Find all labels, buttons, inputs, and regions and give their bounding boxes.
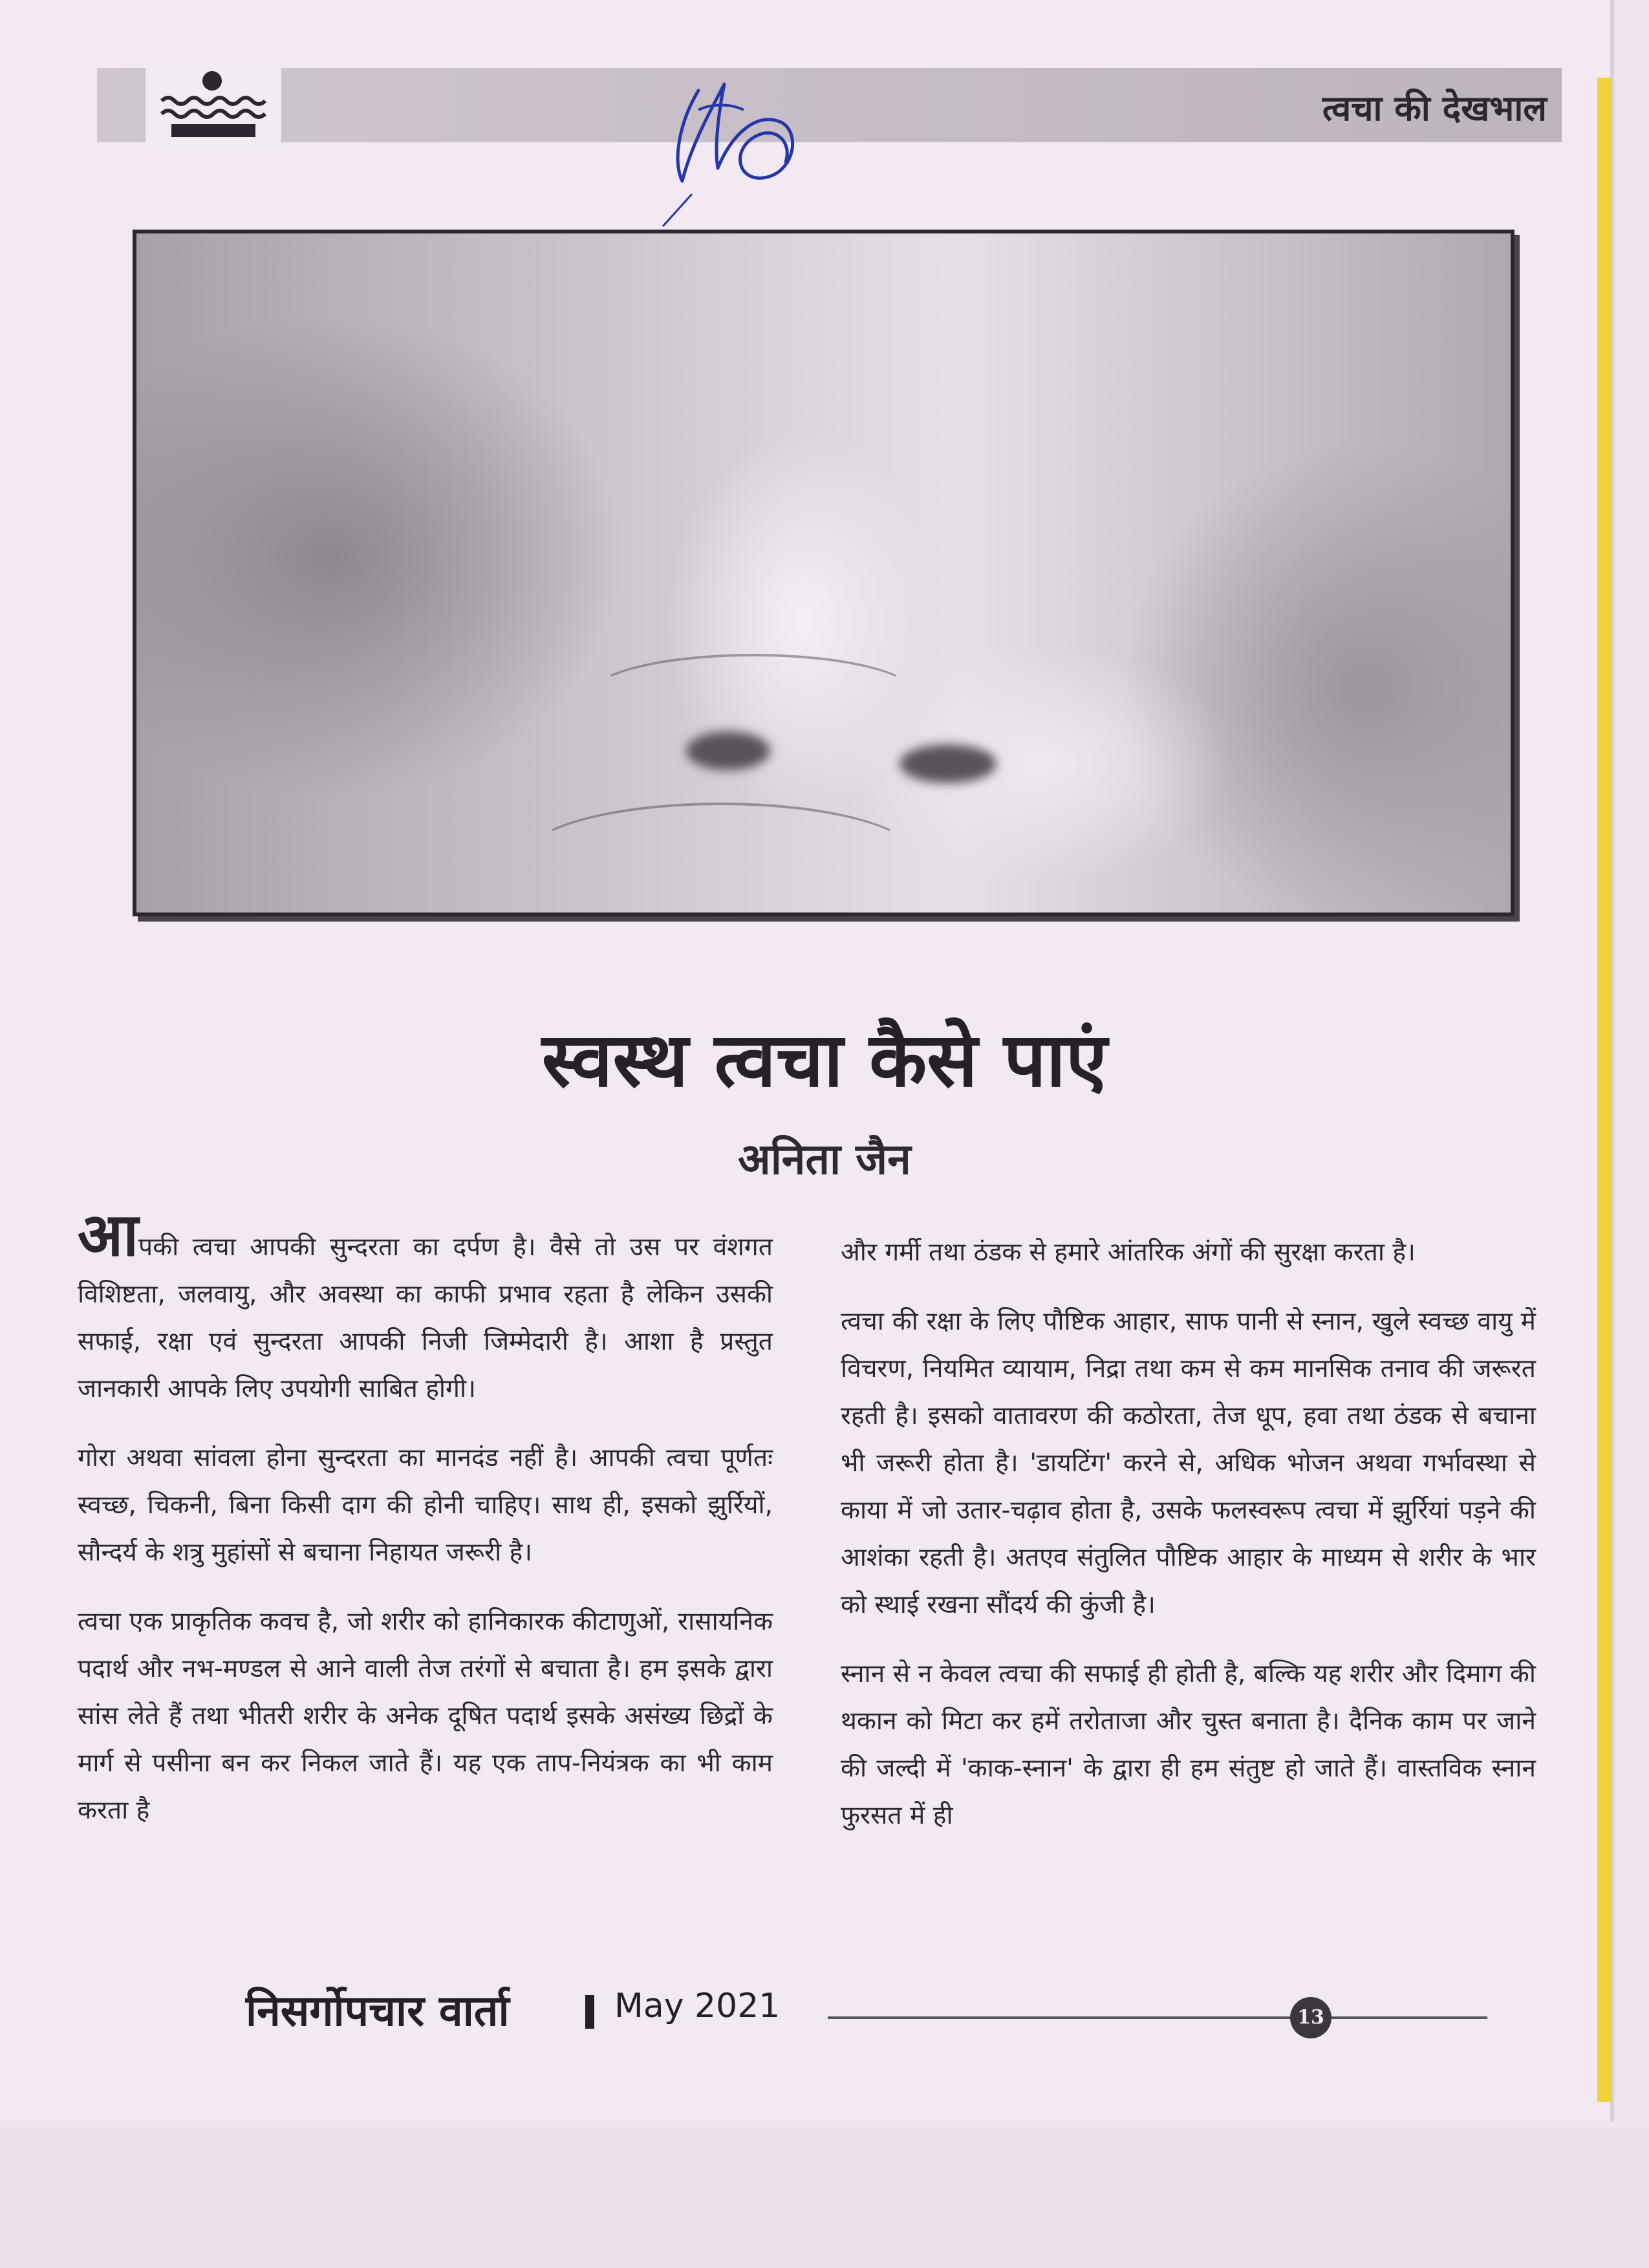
paragraph: गोरा अथवा सांवला होना सुन्दरता का मानदंड नहीं है। आपकी त्वचा पूर्णतः स्वच्छ, चिकनी, बिना किसी दाग की होनी चाहिए। साथ ही, इसको झुर्रियों, सौन्दर्य के शत्रु मुहांसों से बचाना निहायत जरूरी है।	[78, 1443, 773, 1567]
magazine-logo	[146, 65, 281, 146]
paragraph: त्वचा एक प्राकृतिक कवच है, जो शरीर को हानिकारक कीटाणुओं, रासायनिक पदार्थ और नभ-मण्डल से आने वाली तेज तरंगों से बचाता है। हम इसके द्वारा सांस लेते हैं तथा भीतरी शरीर के अनेक दूषित पदार्थ इसके असंख्य छिद्रों के मार्ग से पसीना बन कर निकल जाते हैं। यह एक ताप-नियंत्रक का भी काम करता है	[78, 1607, 773, 1825]
skin-crease	[589, 654, 918, 737]
article-title: स्वस्थ त्वचा कैसे पाएं	[541, 1017, 1108, 1104]
sun-icon	[202, 71, 222, 91]
paragraph: त्वचा की रक्षा के लिए पौष्टिक आहार, साफ पानी से स्नान, खुले स्वच्छ वायु में विचरण, नियमित व्यायाम, निद्रा तथा कम से कम मानसिक तनाव की जरूरत रहती है। इसको वातावरण की कठोरता, तेज धूप, हवा तथा ठंडक से बचाना भी जरूरी होता है। 'डायटिंग' करने से, अधिक भोजन अथवा गर्भावस्था से काया में जो उतार-चढ़ाव होता है, उसके फलस्वरूप त्वचा में झुर्रियां पड़ने की आशंका रहती है। अतएव संतुलित पौष्टिक आहार के माध्यम से शरीर के भार को स्थाई रखना सौंदर्य की कुंजी है।	[841, 1307, 1536, 1619]
magazine-name: निसर्गोपचार वार्ता	[246, 1986, 510, 2036]
nostril-left	[686, 731, 770, 770]
article-author: अनिता जैन	[738, 1134, 911, 1184]
right-column	[841, 1229, 1536, 1861]
paragraph: आपकी त्वचा आपकी सुन्दरता का दर्पण है। वैसे तो उस पर वंशगत विशिष्टता, जलवायु, और अवस्था का काफी प्रभाव रहता है लेकिन उसकी सफाई, रक्षा एवं सुन्दरता आपकी निजी जिम्मेदारी है। आशा है प्रस्तुत जानकारी आपके लिए उपयोगी साबित होगी।	[78, 1200, 773, 1403]
nostril-right	[900, 744, 997, 783]
section-title: त्वचा की देखभाल	[1322, 88, 1547, 129]
footer-separator	[585, 1995, 594, 2029]
waves-icon	[158, 93, 268, 125]
drop-cap: आ	[78, 1200, 139, 1269]
page-number: 13	[1290, 1997, 1331, 2038]
nose-skin-photo	[133, 230, 1514, 916]
logo-base	[171, 124, 255, 137]
handwritten-signature	[653, 65, 808, 233]
paragraph: स्नान से न केवल त्वचा की सफाई ही होती है, बल्कि यह शरीर और दिमाग की थकान को मिटा कर हमें तरोताजा और चुस्त बनाता है। दैनिक काम पर जाने की जल्दी में 'काक-स्नान' के द्वारा ही हम संतुष्ट हो जाते हैं। वास्तविक स्नान फुरसत में ही	[841, 1659, 1536, 1830]
left-column	[78, 1200, 773, 1856]
scan-margin	[0, 2128, 1649, 2268]
paragraph: और गर्मी तथा ठंडक से हमारे आंतरिक अंगों की सुरक्षा करता है।	[841, 1238, 1416, 1267]
skin-crease	[524, 803, 918, 911]
issue-date: May 2021	[614, 1987, 781, 2025]
